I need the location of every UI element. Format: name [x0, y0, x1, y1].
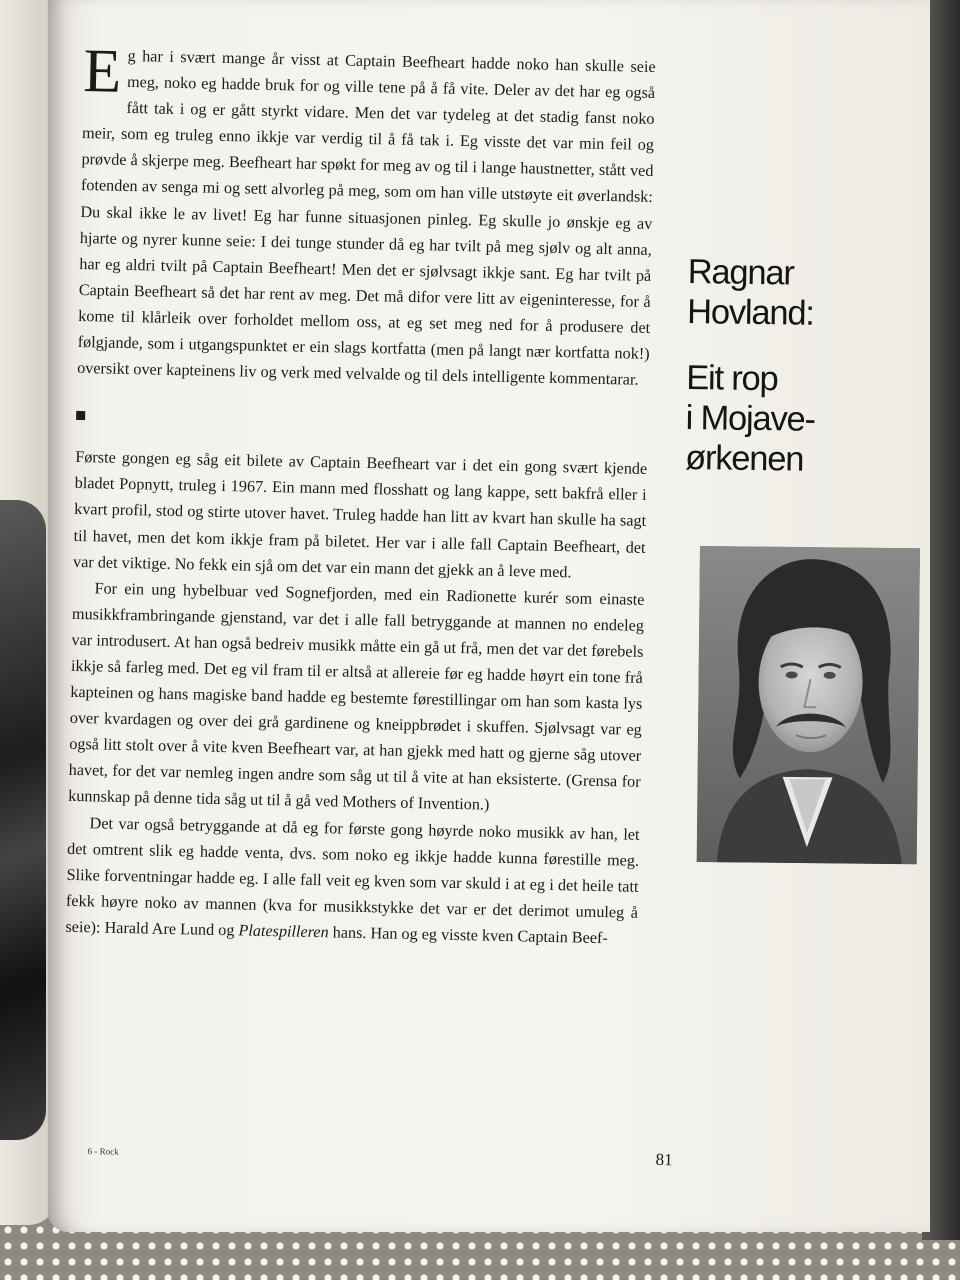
intro-text: g har i svært mange år visst at Captain Beefheart hadde noko han skulle seie meg, noko eg hadde bruk for og ville tene på å få vite. Deler av det har eg også fått tak i og er gått styrkt vidare. Men det var tydeleg at det stadig fanst noko meir, som eg truleg enno ikkje var verdig til å få tak i. Eg visste det var min feil og prøvde å skjerpe meg. Beefheart har spøkt for meg av og til i lange haustnetter, stått ved fotenden av senga mi og sett alvorleg på meg, som om han ville utstøyte eit øverlandsk: Du skal ikke le av livet! Eg har funne situasjonen pinleg. Eg skulle jo ønskje eg av hjarte og nyrer kunne seie: I dei tunge stunder då eg har tvilt på meg sjølv og alt anna, har eg aldri tvilt på Captain Beefheart! Men det er sjølvsagt ikkje sant. Eg har tvilt på Captain Beefheart så det har rent av meg. Det må difor vere litt av eigeninteresse, for å kome til klårleik over forholdet mellom oss, at eg set meg ned for å produsere det følgjande, som i utgangspunktet er ein slags kortfatta (men på langt nær kortfatta nok!) oversikt over kapteinens liv og verk med velvalde og til dels intelligente kommentarar. — [76, 46, 656, 389]
article-title — [685, 358, 887, 481]
book-page — [48, 0, 930, 1232]
page-number: 81 — [655, 1149, 673, 1170]
body-paragraph-last — [65, 809, 640, 951]
drop-cap: E — [82, 37, 122, 106]
body-paragraph: Første gongen eg såg eit bilete av Captain Beefheart var i det ein gong svært kjende bladet Popnytt, truleg i 1967. Ein mann med flosshatt og lang kappe, sett bakfrå eller i kvart profil, stod og stirte utover havet. Truleg hadde han litt av kvart han skulle ha sagt til havet, men det kom ikkje fram på biletet. Her var i alle fall Captain Beefheart, det var det viktige. No fekk ein sjå om det var ein mann det gjekk an å leve med. — [72, 448, 648, 581]
author-name — [687, 252, 888, 335]
article-heading — [685, 252, 888, 481]
body-paragraph: For ein ung hybelbuar ved Sognefjorden, med ein Radionette kurér som einaste musikkframbringande gjenstand, var det i alle fall betryggande at mannen no endeleg var introdusert. At han også bedreiv musikk måtte ein gå ut frå, men det var det førebels ikkje så farleg med. Det eg vil fram til er altså at allereie før eg hadde høyrt ein tone frå kapteinen og hans magiske band hadde eg bestemte førestillingar om han som kasta lys over kvardagen og over dei grå gardinene og kneippbrødet i skuffen. Sjølvsagt var eg også litt stolt over å vite kven Beefheart var, at han gjekk med hatt og gjerne såg utover havet, for det var nemleg ingen andre som såg ut til å vite at han eksisterte. (Grensa for kunnskap på denne tida såg ut til å gå ved Mothers of Invention.) — [68, 579, 645, 815]
left-page-photo — [0, 500, 46, 1140]
intro-paragraph — [76, 37, 656, 393]
footer-mark: 6 - Rock — [87, 1145, 119, 1157]
title-line: Eit rop — [685, 358, 778, 399]
section-square-icon — [76, 411, 85, 420]
title-line: ørkenen — [684, 438, 804, 479]
portrait-image — [697, 546, 920, 864]
author-line: Hovland: — [686, 292, 814, 333]
author-line: Ragnar — [687, 252, 794, 293]
title-line: i Mojave- — [685, 398, 816, 439]
article-body — [65, 37, 656, 952]
last-text-end: hans. Han og eg visste kven Captain Beef- — [328, 923, 608, 948]
italic-title: Platespilleren — [238, 921, 329, 942]
last-text-start: Det var også betryggande at då eg for første gong høyrde noko musikk av han, let det omtrent slik eg hadde venta, dvs. som noko eg ikkje hadde kunna førestille meg. Slike forventningar hadde eg. I alle fall veit eg kven som var skuld i at eg i det heile tatt fekk høyre noko av mannen (kva for musikkstykke det var er det derimot umuleg å seie): Harald Are Lund og — [65, 813, 640, 940]
page-footer — [87, 1138, 673, 1180]
author-portrait — [697, 546, 920, 864]
